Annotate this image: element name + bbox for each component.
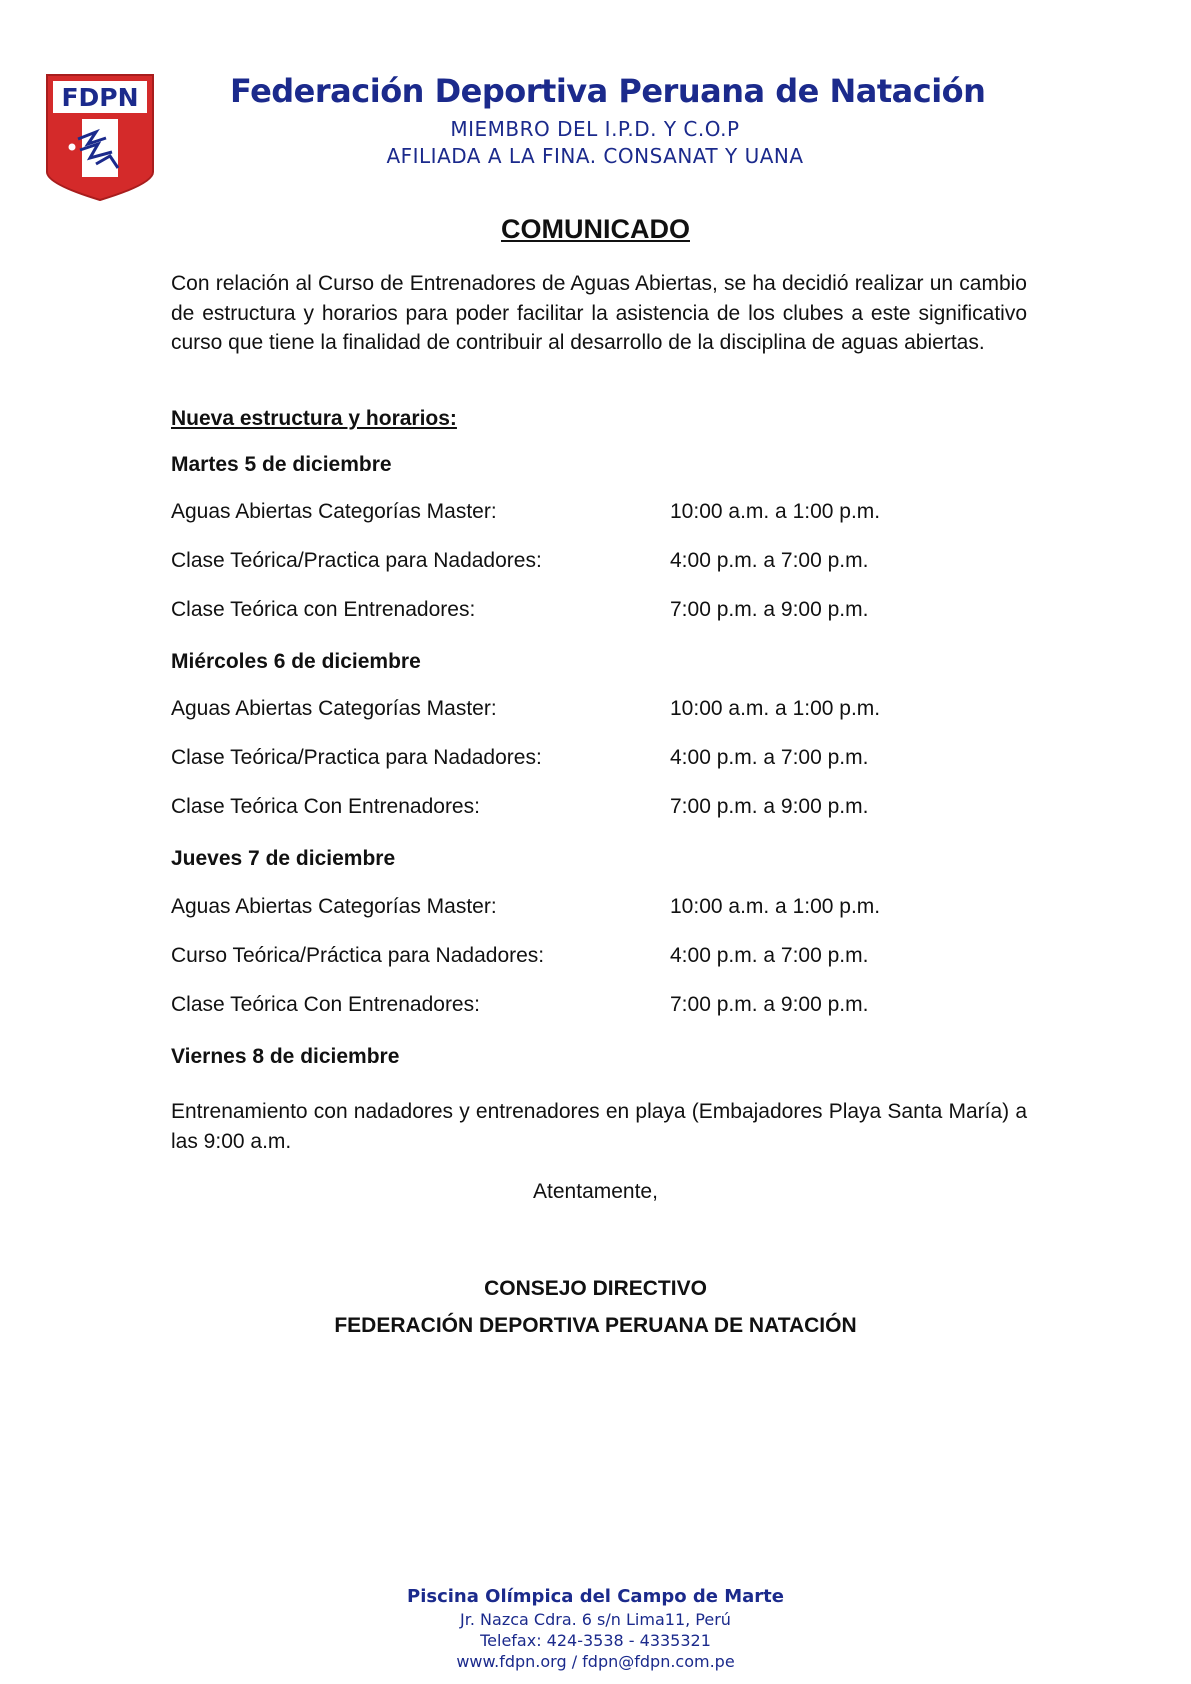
session-time: 10:00 a.m. a 1:00 p.m. [670, 895, 881, 918]
signature-council: CONSEJO DIRECTIVO [484, 1277, 707, 1300]
footer-web: www.fdpn.org / fdpn@fdpn.com.pe [456, 1652, 735, 1671]
intro-paragraph: Con relación al Curso de Entrenadores de Aguas Abiertas, se ha decidió realizar un cambio de estructura y horarios para poder facilitar la asistencia de los clubes a este significativo curso que tiene la finalidad de contribuir al desarrollo de la disciplina de aguas abiertas. [171, 272, 1027, 354]
day-heading: Martes 5 de diciembre [171, 453, 392, 476]
session-activity: Aguas Abiertas Categorías Master: [171, 697, 497, 720]
session-time: 10:00 a.m. a 1:00 p.m. [670, 697, 881, 720]
footer-venue: Piscina Olímpica del Campo de Marte [407, 1586, 784, 1607]
session-activity: Clase Teórica Con Entrenadores: [171, 795, 480, 818]
session-activity: Clase Teórica/Practica para Nadadores: [171, 549, 542, 572]
session-time: 7:00 p.m. a 9:00 p.m. [670, 598, 869, 621]
footer [0, 1585, 1191, 1672]
regards-text: Atentamente, [533, 1180, 658, 1203]
signature-federation: FEDERACIÓN DEPORTIVA PERUANA DE NATACIÓN [334, 1314, 857, 1337]
schedule-subheading: Nueva estructura y horarios: [171, 407, 457, 430]
footer-address: Jr. Nazca Cdra. 6 s/n Lima11, Perú [460, 1610, 731, 1629]
membership-line: MIEMBRO DEL I.P.D. Y C.O.P [450, 117, 740, 141]
session-time: 4:00 p.m. a 7:00 p.m. [670, 944, 869, 967]
day-heading: Jueves 7 de diciembre [171, 847, 396, 870]
logo-lettering: FDPN [61, 83, 139, 112]
day-heading: Viernes 8 de diciembre [171, 1045, 400, 1068]
document-heading: COMUNICADO [501, 214, 690, 244]
session-activity: Aguas Abiertas Categorías Master: [171, 895, 497, 918]
day-heading: Miércoles 6 de diciembre [171, 650, 421, 673]
session-time: 4:00 p.m. a 7:00 p.m. [670, 746, 869, 769]
session-activity: Clase Teórica Con Entrenadores: [171, 993, 480, 1016]
closing-paragraph: Entrenamiento con nadadores y entrenadores en playa (Embajadores Playa Santa María) a las 9:00 a.m. [171, 1100, 1027, 1153]
session-time: 7:00 p.m. a 9:00 p.m. [670, 993, 869, 1016]
session-time: 10:00 a.m. a 1:00 p.m. [670, 500, 881, 523]
session-activity: Clase Teórica con Entrenadores: [171, 598, 476, 621]
federation-title: Federación Deportiva Peruana de Natación [230, 72, 986, 110]
session-activity: Clase Teórica/Practica para Nadadores: [171, 746, 542, 769]
fdpn-logo [44, 72, 156, 203]
session-time: 4:00 p.m. a 7:00 p.m. [670, 549, 869, 572]
footer-phone: Telefax: 424-3538 - 4335321 [480, 1631, 711, 1650]
session-activity: Aguas Abiertas Categorías Master: [171, 500, 497, 523]
session-time: 7:00 p.m. a 9:00 p.m. [670, 795, 869, 818]
session-activity: Curso Teórica/Práctica para Nadadores: [171, 944, 545, 967]
affiliation-line: AFILIADA A LA FINA. CONSANAT Y UANA [386, 144, 804, 168]
